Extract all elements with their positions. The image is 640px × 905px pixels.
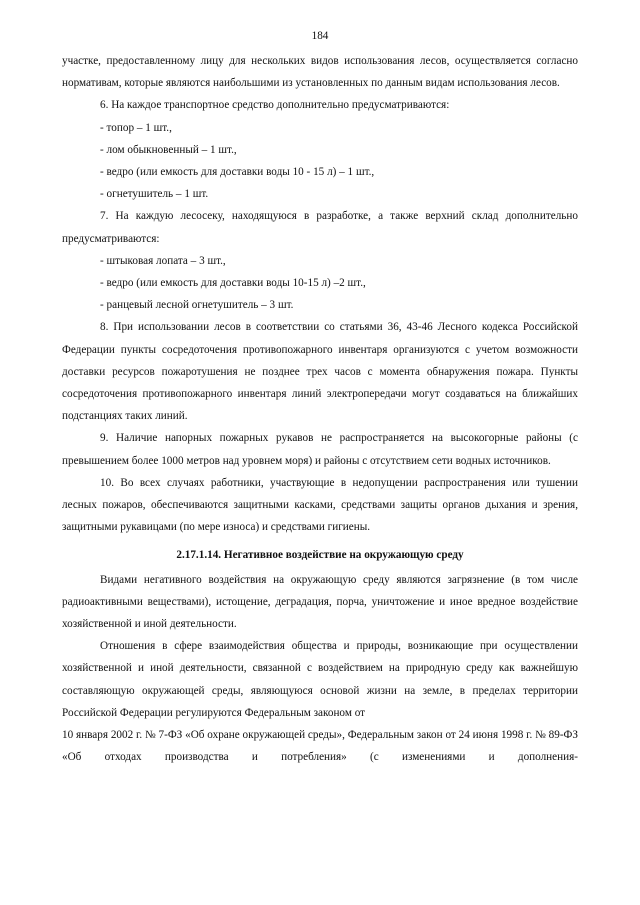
paragraph-9: 9. Наличие напорных пожарных рукавов не распространяется на высокогорные районы (с превышением более 1000 метров над уровнем моря) и районы с отсутствием сети водных источников.	[62, 432, 578, 467]
paragraph-laws: 10 января 2002 г. № 7-ФЗ «Об охране окружающей среды», Федеральным закон от 24 июня 1998 г. № 89-ФЗ «Об отходах производства и потребления» (с изменениями и дополнения-	[62, 729, 578, 764]
page-number: 184	[311, 30, 329, 42]
paragraph-relations: Отношения в сфере взаимодействия общества и природы, возникающие при осуществлении хозяйственной и иной деятельности, связанной с воздействием на природную среду как важнейшую составляющую окружающей среды, являющуюся основой жизни на земле, в пределах территории Российской Федерации регулируются Федеральным законом от	[62, 640, 578, 719]
list-item: - лом обыкновенный – 1 шт.,	[100, 143, 237, 156]
paragraph-6: 6. На каждое транспортное средство дополнительно предусматриваются:	[100, 99, 450, 112]
paragraph-continuation: участке, предоставленному лицу для нескольких видов использования лесов, осуществляется согласно нормативам, которые являются наибольшими из установленных по данным видам использования лесов.	[62, 55, 578, 90]
list-item: - ведро (или емкость для доставки воды 10 - 15 л) – 1 шт.,	[100, 166, 375, 179]
list-item: - огнетушитель – 1 шт.	[100, 188, 209, 201]
list-item: - ранцевый лесной огнетушитель – 3 шт.	[100, 299, 294, 312]
list-item: - ведро (или емкость для доставки воды 10-15 л) –2 шт.,	[100, 277, 366, 290]
paragraph-negative-impact: Видами негативного воздействия на окружающую среду являются загрязнение (в том числе радиоактивными веществами), истощение, деградация, порча, уничтожение и иное вредное воздействие хозяйственной и иной деятельности.	[62, 573, 578, 631]
paragraph-8: 8. При использовании лесов в соответствии со статьями 36, 43-46 Лесного кодекса Российской Федерации пункты сосредоточения противопожарного инвентаря организуются с учетом возможности доставки ресурсов пожаротушения не позднее трех часов с момента обнаружения пожара. Пункты сосредоточения противопожарного инвентаря линий электропередачи могут создаваться на ближайших подстанциях таких линий.	[62, 321, 578, 423]
paragraph-7: 7. На каждую лесосеку, находящуюся в разработке, а также верхний склад дополнительно предусматриваются:	[62, 210, 578, 245]
list-item: - штыковая лопата – 3 шт.,	[100, 254, 226, 267]
page-body	[62, 50, 578, 769]
section-heading: 2.17.1.14. Негативное воздействие на окружающую среду	[176, 549, 464, 562]
list-item: - топор – 1 шт.,	[100, 121, 172, 134]
paragraph-10: 10. Во всех случаях работники, участвующие в недопущении распространения или тушении лесных пожаров, обеспечиваются защитными касками, средствами защиты органов дыхания и зрения, защитными рукавицами (по мере износа) и средствами гигиены.	[62, 476, 578, 534]
